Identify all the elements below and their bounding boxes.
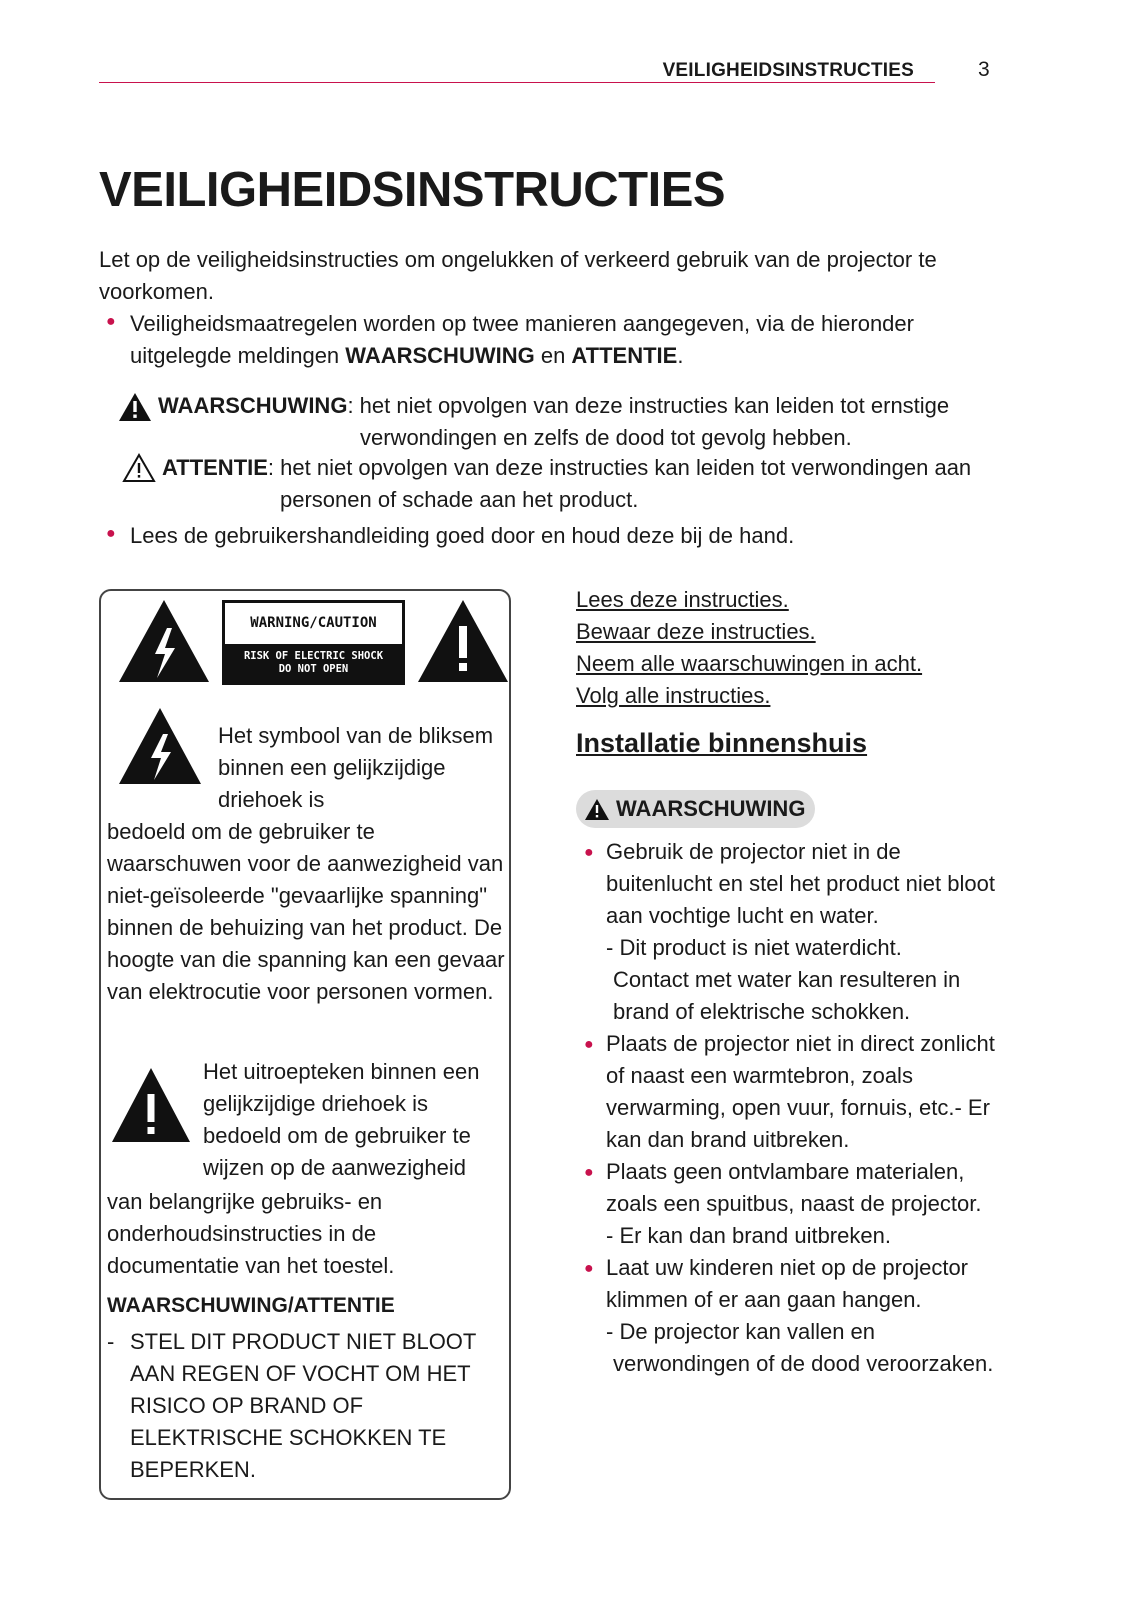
instruction-line: Lees deze instructies. — [576, 587, 789, 612]
instruction-links — [576, 584, 922, 712]
lightning-symbol-description-cont: bedoeld om de gebruiker te waarschuwen voor de aanwezigheid van niet-geïsoleerde "gevaarlijke spanning" binnen de behuizing van het product. De hoogte van die spanning kan een gevaar van elektrocutie voor personen vormen. — [107, 819, 505, 1004]
exclamation-symbol-description: Het uitroepteken binnen een gelijkzijdige driehoek is bedoeld om de gebruiker te wijzen op de aanwezigheid — [203, 1059, 480, 1180]
warning-definition-cont: verwondingen en zelfs de dood tot gevolg hebben. — [360, 425, 852, 450]
warning-caution-heading: WAARSCHUWING/ATTENTIE — [107, 1294, 395, 1317]
lightning-symbol-description: Het symbool van de bliksem binnen een gelijkzijdige driehoek is — [218, 723, 494, 812]
header-rule — [99, 82, 935, 83]
section-title: Installatie binnenshuis — [576, 728, 868, 758]
exclamation-symbol-description-cont: van belangrijke gebruiks- en onderhoudsinstructies in de documentatie van het toestel. — [107, 1189, 395, 1278]
running-header: VEILIGHEIDSINSTRUCTIES — [662, 60, 914, 81]
lightning-triangle-icon — [117, 598, 211, 684]
caution-outline-triangle-icon — [122, 453, 156, 483]
page-number: 3 — [978, 58, 990, 81]
lightning-triangle-icon — [117, 706, 203, 786]
list-item: ● Plaats de projector niet in direct zonlicht of naast een warmtebron, zoals verwarming, open vuur, fornuis, etc.- Er kan dan brand uitbreken. — [584, 1031, 995, 1152]
bullet-icon: ● — [106, 313, 116, 330]
warning-filled-triangle-icon — [118, 392, 152, 422]
instruction-line: Bewaar deze instructies. — [576, 619, 816, 644]
caution-definition: ATTENTIE: het niet opvolgen van deze instructies kan leiden tot verwondingen aan — [162, 455, 972, 480]
list-item: ● Plaats geen ontvlambare materialen, zoals een spuitbus, naast de projector. - Er kan dan brand uitbreken. — [584, 1159, 982, 1248]
bullet-icon: ● — [584, 1260, 594, 1277]
bullet-notice-types: Veiligheidsmaatregelen worden op twee manieren aangegeven, via de hieronder uitgelegde meldingen WAARSCHUWING en ATTENTIE. — [130, 311, 914, 368]
label-risk-text: RISK OF ELECTRIC SHOCK DO NOT OPEN — [243, 650, 384, 675]
bullet-icon: ● — [584, 1036, 594, 1053]
exclamation-triangle-icon — [110, 1066, 192, 1144]
warning-badge: WAARSCHUWING — [576, 790, 815, 828]
bullet-icon: ● — [106, 525, 116, 542]
bullet-read-manual: Lees de gebruikershandleiding goed door en houd deze bij de hand. — [130, 523, 795, 548]
instruction-line: Volg alle instructies. — [576, 683, 771, 708]
dash: - — [107, 1329, 115, 1354]
warning-caution-item: - STEL DIT PRODUCT NIET BLOOT AAN REGEN OF VOCHT OM HET RISICO OP BRAND OF ELEKTRISCHE SCHOKKEN TE BEPERKEN. — [107, 1326, 507, 1486]
list-item: ● Gebruik de projector niet in de buitenlucht en stel het product niet bloot aan vochtige lucht en water. - Dit product is niet waterdicht. Contact met water kan resulteren in brand of elektrische schokken. — [584, 839, 995, 1024]
bullet-icon: ● — [584, 1164, 594, 1181]
bullet-icon: ● — [584, 844, 594, 861]
warning-definition: WAARSCHUWING: het niet opvolgen van deze instructies kan leiden tot ernstige — [158, 393, 950, 418]
indoor-installation-list — [576, 836, 996, 1380]
intro-paragraph: Let op de veiligheidsinstructies om ongelukken of verkeerd gebruik van de projector te voorkomen. — [99, 247, 937, 304]
list-item: ● Laat uw kinderen niet op de projector klimmen of er aan gaan hangen. - De projector kan vallen en verwondingen of de dood veroorzaken. — [584, 1255, 994, 1376]
warning-caution-label — [222, 600, 405, 685]
page-title: VEILIGHEIDSINSTRUCTIES — [99, 163, 726, 217]
exclamation-triangle-icon — [416, 598, 510, 684]
label-title: WARNING/CAUTION — [225, 603, 402, 644]
instruction-line: Neem alle waarschuwingen in acht. — [576, 651, 923, 676]
warning-filled-triangle-icon — [584, 798, 610, 821]
caution-definition-cont: personen of schade aan het product. — [280, 487, 639, 512]
